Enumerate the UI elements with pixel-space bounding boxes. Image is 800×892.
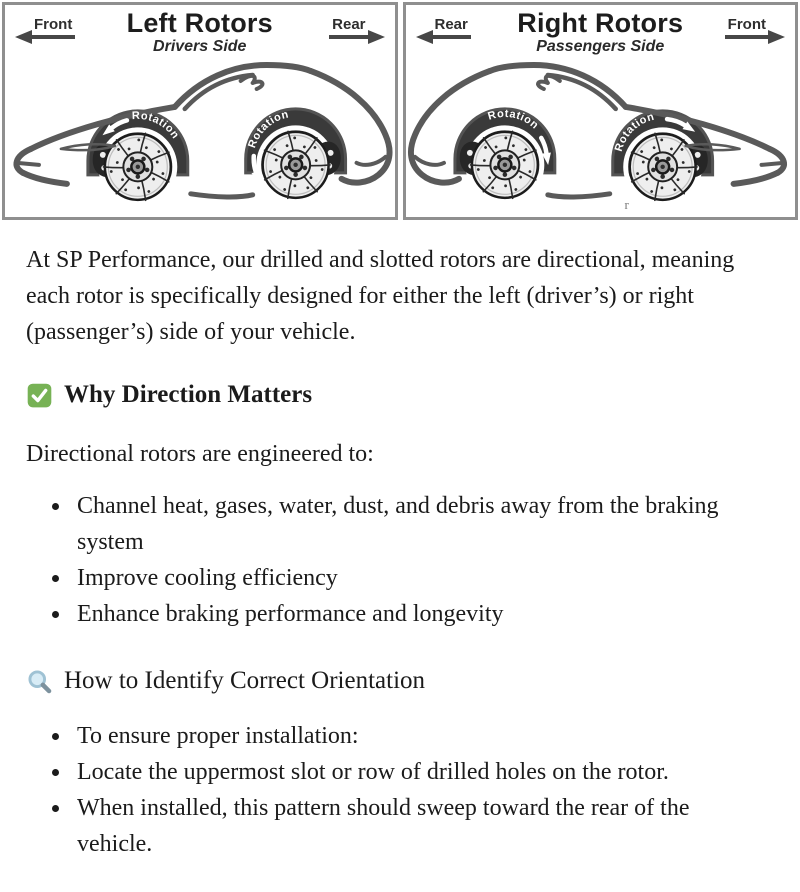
direction-label: Rear: [332, 16, 366, 33]
panel-title: Right Rotors: [517, 8, 684, 38]
rotation-label: Rotation: [612, 110, 656, 154]
why-lead-text: Directional rotors are engineered to:: [26, 441, 374, 467]
list-item: • Channel heat, gases, water, dust, and debris away from the braking system: [72, 488, 732, 560]
panel-subtitle: Passengers Side: [536, 38, 665, 55]
how-to-identify-heading: [26, 666, 774, 696]
right-panel-header: [406, 5, 796, 59]
arrow-right-icon: [368, 30, 385, 44]
panel-title: Left Rotors: [126, 8, 273, 38]
front-direction-arrow: [725, 17, 769, 39]
why-direction-matters-heading: [26, 380, 774, 410]
arrow-left-icon: [416, 30, 433, 44]
list-item: • To ensure proper installation:: [72, 718, 757, 754]
right-car-drawing: [406, 57, 796, 215]
heading-text: How to Identify Correct Orientation: [64, 667, 426, 694]
rotor-direction-figure: [2, 2, 798, 220]
rotation-label: Rotation: [486, 108, 541, 132]
why-bullet-list: [26, 488, 772, 632]
list-item: • Locate the uppermost slot or row of drilled holes on the rotor.: [72, 754, 757, 790]
left-car-drawing: [5, 57, 395, 215]
rotation-label: Rotation: [131, 109, 182, 142]
rear-direction-arrow: [329, 17, 368, 39]
rotation-label: Rotation: [246, 108, 291, 150]
right-car-svg: [406, 57, 796, 215]
scan-artifact-mark: r: [624, 197, 629, 212]
left-car-svg: [5, 57, 395, 215]
how-bullet-list: [26, 718, 772, 862]
left-rotors-panel: [2, 2, 398, 220]
check-icon: [26, 382, 53, 409]
list-item: • Improve cooling efficiency: [72, 560, 732, 596]
heading-text: Why Direction Matters: [64, 381, 313, 408]
article-body: [0, 220, 800, 892]
arrow-left-icon: [15, 30, 32, 44]
arrow-right-icon: [768, 30, 785, 44]
intro-paragraph: At SP Performance, our drilled and slotted rotors are directional, meaning each rotor is specifically designed for either the left (driver’s) or right (passenger’s) side of your vehicle.: [26, 247, 735, 345]
rotation-arrow-shaft: [254, 156, 256, 172]
direction-label: Front: [727, 16, 766, 33]
direction-label: Front: [34, 16, 73, 33]
list-item: • Enhance braking performance and longevity: [72, 596, 732, 632]
front-direction-arrow: [31, 17, 75, 39]
panel-subtitle: Drivers Side: [153, 38, 247, 55]
right-rotors-panel: [403, 2, 799, 220]
magnifier-icon: [26, 668, 53, 695]
direction-label: Rear: [434, 16, 468, 33]
rear-direction-arrow: [432, 17, 471, 39]
left-panel-header: [5, 5, 395, 59]
list-item: • When installed, this pattern should sweep toward the rear of the vehicle.: [72, 790, 757, 862]
